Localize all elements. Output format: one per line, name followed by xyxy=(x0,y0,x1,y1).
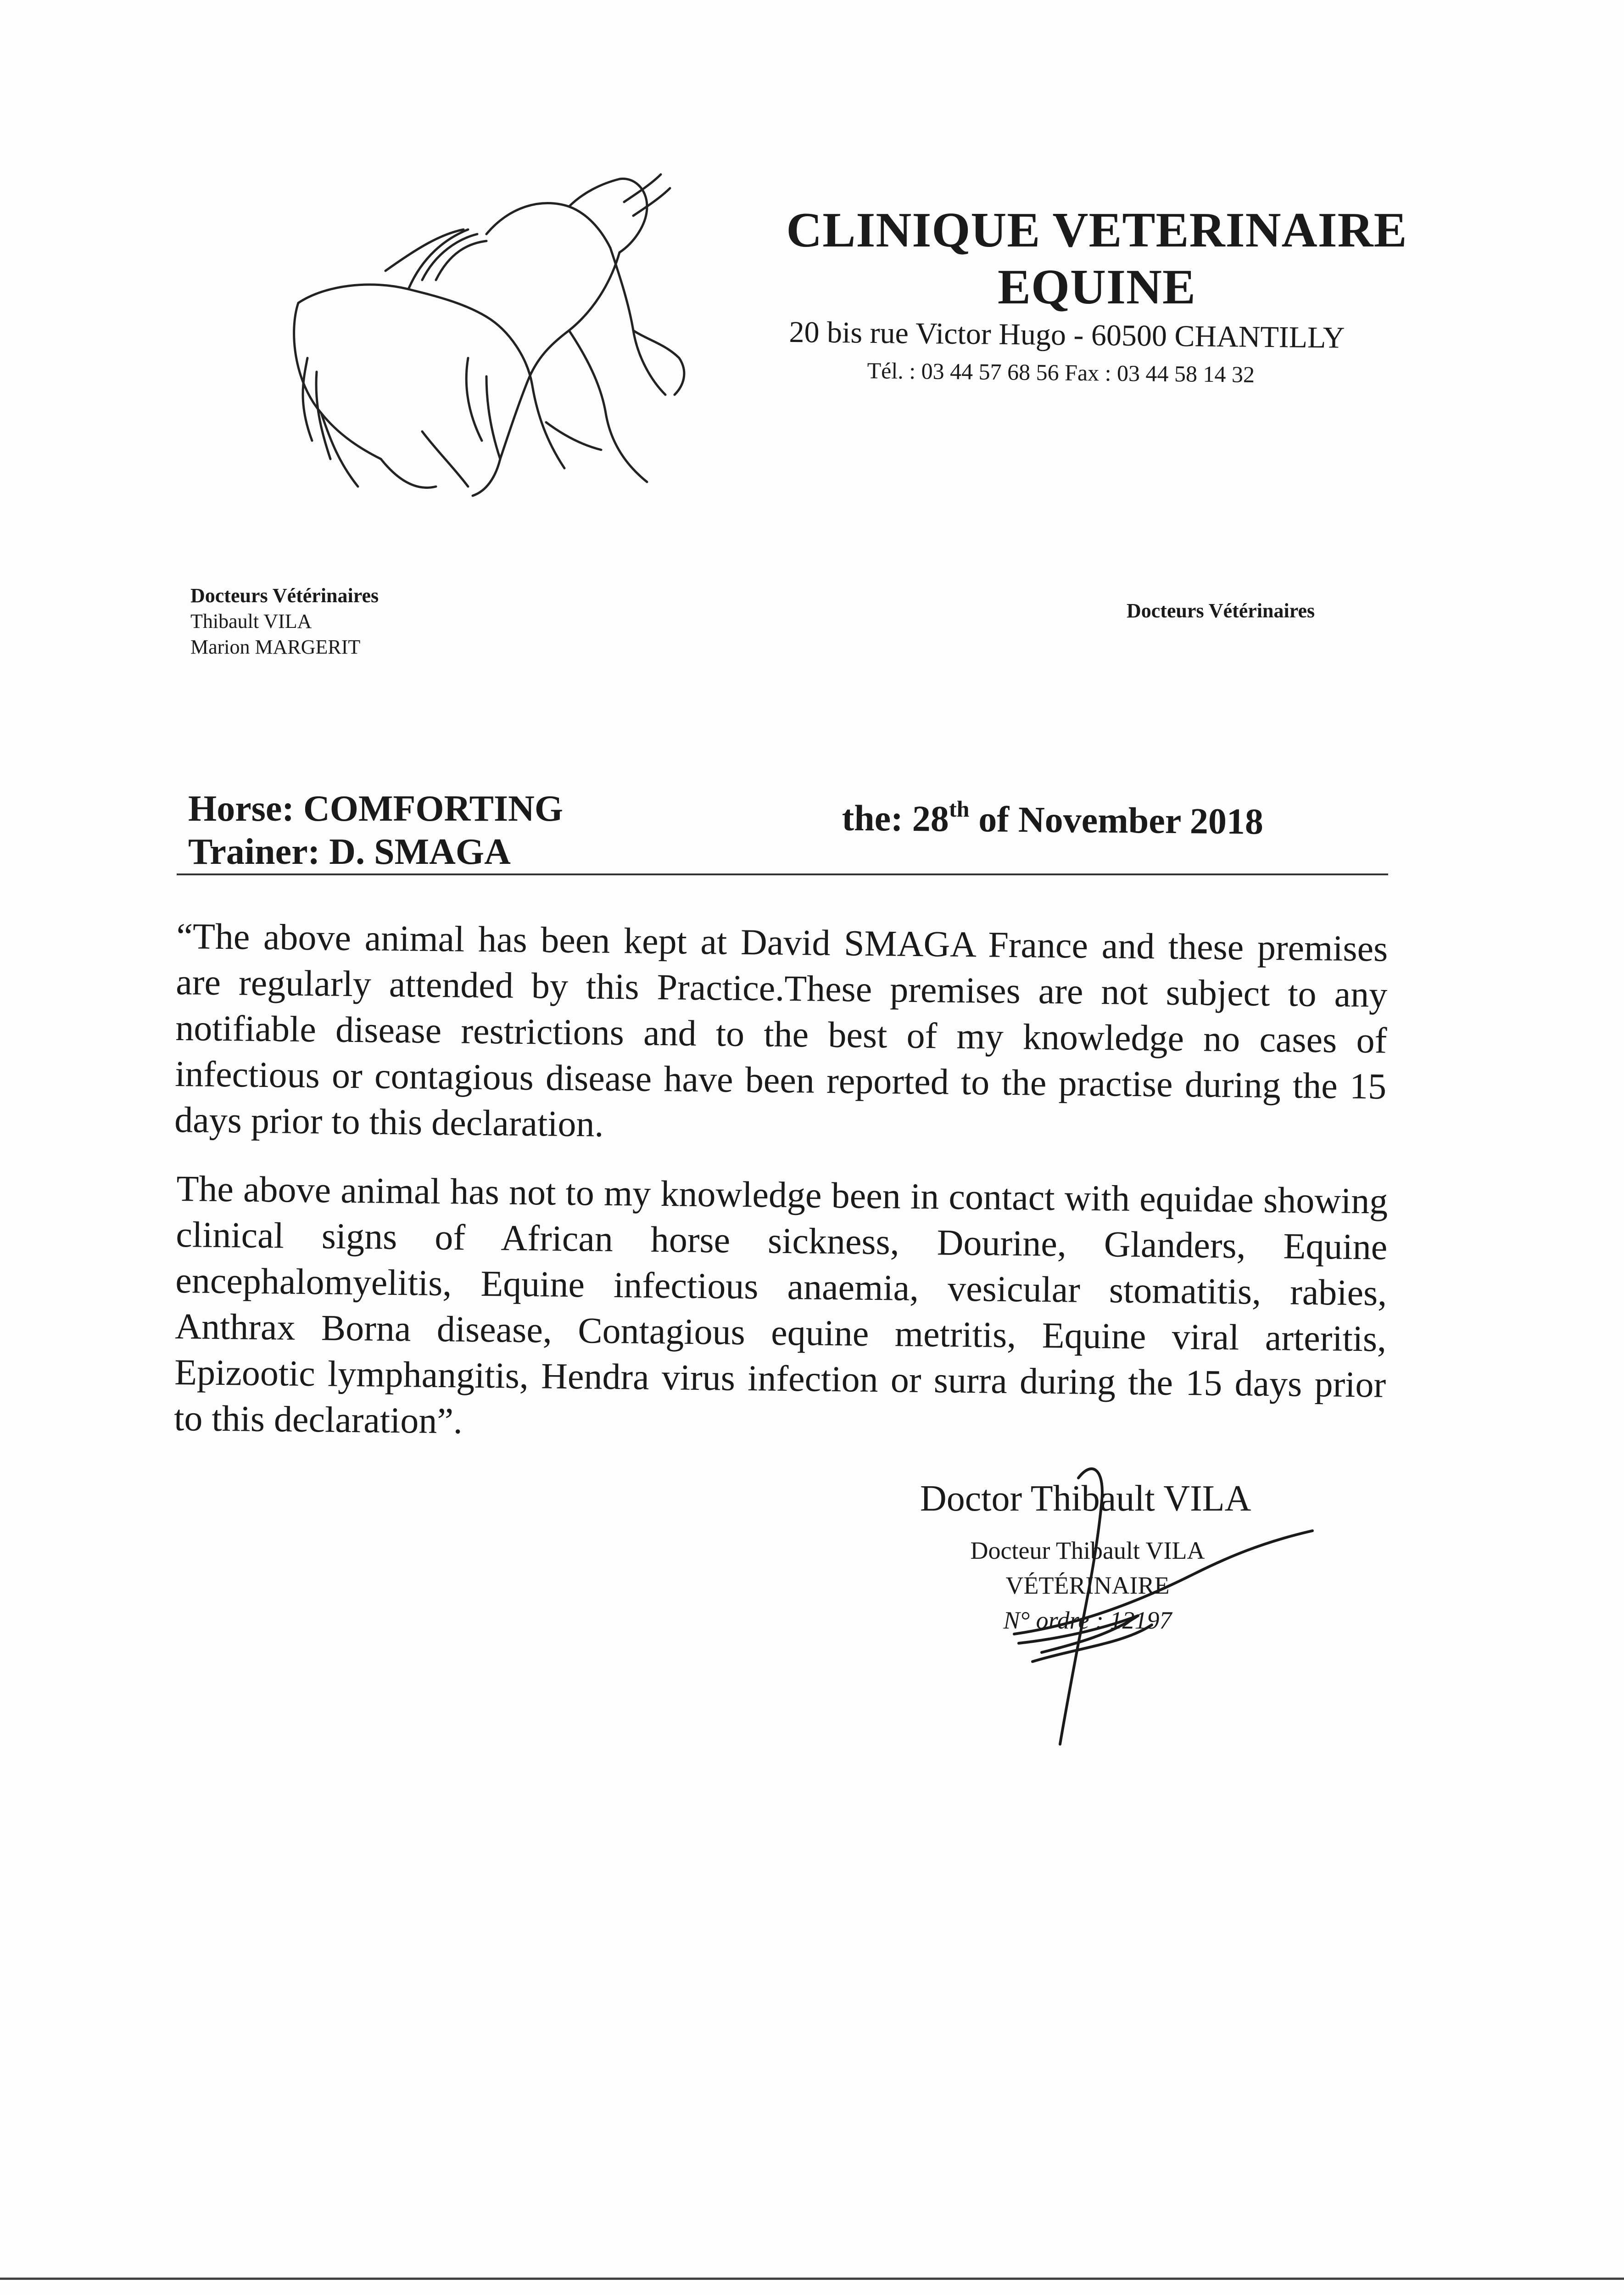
clinic-phone-fax: Tél. : 03 44 57 68 56 Fax : 03 44 58 14 32 xyxy=(867,357,1255,387)
subject-block xyxy=(188,787,563,873)
doctor-name: Marion MARGERIT xyxy=(190,636,361,658)
clinic-name-line1: CLINIQUE VETERINAIRE xyxy=(786,203,1407,257)
doctor-name: Thibault VILA xyxy=(190,610,312,633)
doctors-heading: Docteurs Vétérinaires xyxy=(190,584,379,607)
rearing-horse-sketch-icon xyxy=(271,165,711,505)
declaration-paragraph-2: The above animal has not to my knowledge been in contact with equidae showing clinical signs of African horse sickness, Dourine, Glanders, Equine encephalomyelitis, Equine infectious anaemia, vesicular stomatitis, rabies, Anthrax Borna disease, Contagious equine metritis, Equine viral arteritis, Epizootic lymphangitis, Hendra virus infection or surra during the 15 days prior to this declaration”. xyxy=(173,1168,1388,1442)
date-prefix: the: 28 xyxy=(842,798,949,840)
horse-name: Horse: COMFORTING xyxy=(188,789,564,829)
clinic-name-line2: EQUINE xyxy=(997,260,1196,314)
date-rest: of November 2018 xyxy=(969,799,1264,842)
trainer-name: Trainer: D. SMAGA xyxy=(188,832,511,872)
declaration-paragraph-1: “The above animal has been kept at David SMAGA France and these premises are regularly attended by this Practice.These premises are not subject to any notifiable disease restrictions and to the best of my knowledge no cases of infectious or contagious disease have been reported to the practise during the 15 days prior to this declaration. xyxy=(174,916,1388,1145)
stamp-line-3: N° ordre : 12197 xyxy=(1003,1606,1172,1634)
handwritten-signature xyxy=(987,1450,1317,1753)
clinic-name xyxy=(776,202,1418,316)
doctors-heading-right: Docteurs Vétérinaires xyxy=(1127,599,1315,622)
signatory-name: Doctor Thibault VILA xyxy=(920,1478,1251,1519)
stamp-line-2: VÉTÉRINAIRE xyxy=(1005,1572,1170,1599)
doctors-list xyxy=(190,583,379,660)
date-suffix: th xyxy=(949,796,970,822)
page-bottom-edge xyxy=(0,2278,1624,2280)
stamp-line-1: Docteur Thibault VILA xyxy=(970,1537,1205,1564)
clinic-address: 20 bis rue Victor Hugo - 60500 CHANTILLY xyxy=(789,315,1345,355)
header-divider xyxy=(177,873,1388,875)
document-date xyxy=(842,796,1263,843)
